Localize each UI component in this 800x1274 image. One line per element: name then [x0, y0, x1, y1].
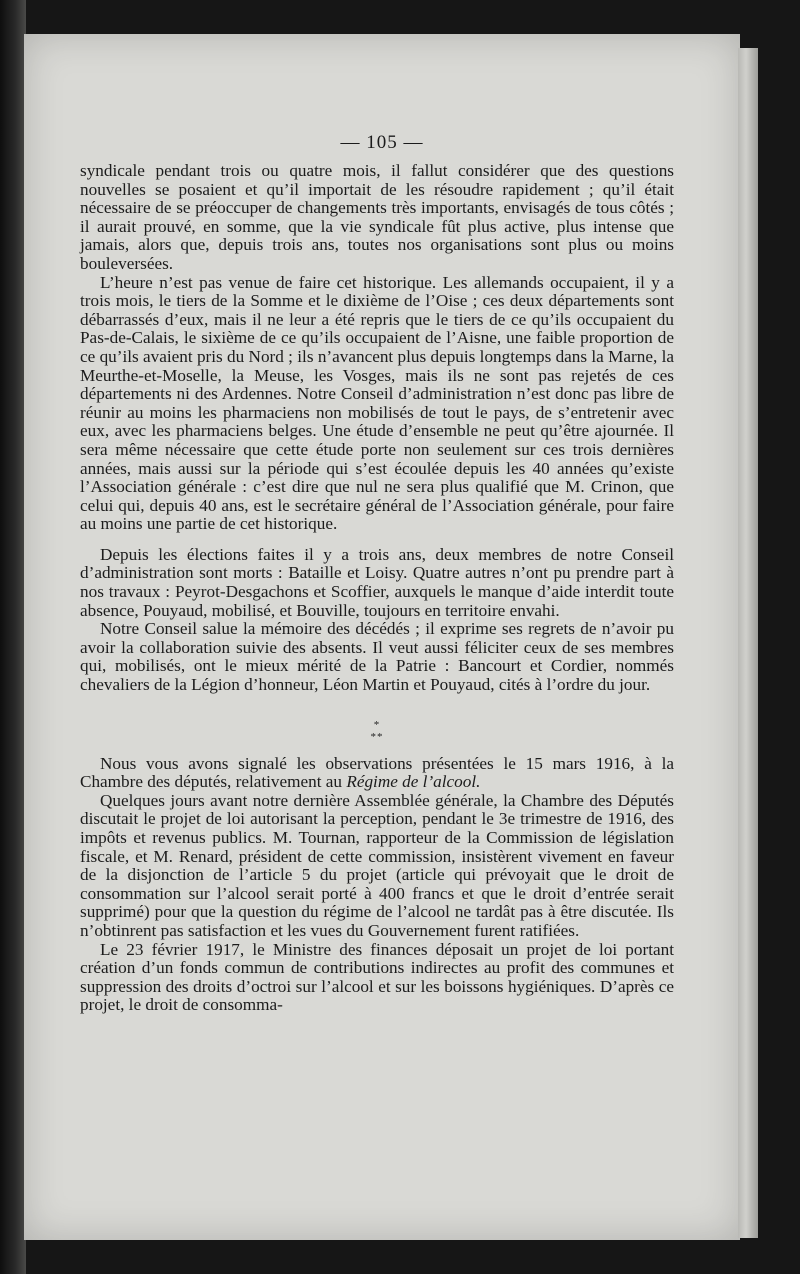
book-binding — [0, 0, 26, 1274]
paragraph-5-text: Nous vous avons signalé les observations présentées le 15 mars 1916, à la Chambre des députés, relativement au — [80, 753, 674, 792]
page-number: — 105 — — [340, 132, 424, 153]
page-sheet — [24, 34, 740, 1240]
paragraph-3: Depuis les élections faites il y a trois ans, deux membres de notre Conseil d’administration sont morts : Bataille et Loisy. Quatre autres n’ont pu prendre part à nos travaux : Peyrot-Desgachons et Scoffier, auxquels le manque d’aide interdit toute absence, Pouyaud, mobilisé, et Bouville, toujours en territoire envahi. — [80, 544, 674, 620]
section-separator-top: * — [373, 718, 381, 731]
paragraph-4: Notre Conseil salue la mémoire des décédés ; il exprime ses regrets de n’avoir pu avoir la collaboration suivie des absents. Il veut aussi féliciter ceux de ses membres qui, mobilisés, ont le mieux mérité de la Patrie : Bancourt et Cordier, nommés chevaliers de la Légion d’honneur, Léon Martin et Pouyaud, cités à l’ordre du jour. — [80, 619, 674, 695]
paragraph-5-italic: Régime de l’alcool. — [346, 772, 481, 792]
page-body — [80, 162, 674, 1015]
paragraph-7: Le 23 février 1917, le Ministre des finances déposait un projet de loi portant création d’un fonds commun de contributions indirectes au profit des communes et suppression des droits d’octroi sur l’alcool et sur les boissons hygiéniques. D’après ce projet, le droit de consomma- — [80, 939, 674, 1015]
paragraph-6: Quelques jours avant notre dernière Assemblée générale, la Chambre des Députés discutait le projet de loi autorisant la perception, pendant le 3e trimestre de 1916, des impôts et revenus publics. M. Tournan, rapporteur de la Commission de législation fiscale, et M. Renard, président de cette commission, insistèrent vivement en faveur de la disjonction de l’article 5 du projet (article qui prévoyait que le droit de consommation sur l’alcool serait porté à 400 francs et que le droit d’entrée serait supprimé) pour que la question du régime de l’alcool ne tardât pas à être discutée. Ils n’obtinrent pas satisfaction et les vues du Gouvernement furent ratifiées. — [80, 790, 674, 940]
paragraph-2: L’heure n’est pas venue de faire cet historique. Les allemands occupaient, il y a trois mois, le tiers de la Somme et le dixième de l’Oise ; ces deux départements sont débarrassés d’eux, mais il ne leur a été repris que le tiers de ce qu’ils occupaient du Pas-de-Calais, le sixième de ce qu’ils occupaient de l’Aisne, une faible proportion de ce qu’ils avaient pris du Nord ; ils n’avancent plus depuis longtemps dans la Marne, la Meurthe-et-Moselle, la Meuse, les Vosges, mais ils ne sont pas rejetés de ces départements ni des Ardennes. Notre Conseil d’administration n’est donc pas libre de réunir au moins les pharmaciens non mobilisés de tout le pays, de s’entretenir avec eux, avec les pharmaciens belges. Une étude d’ensemble ne peut qu’être ajournée. Il sera même nécessaire que cette étude porte non seulement sur ces trois dernières années, mais aussi sur la période qui s’est écoulée depuis les 40 années qu’existe l’Association générale : c’est dire que nul ne sera plus qualifié que M. Crinon, que celui qui, depuis 40 ans, est le secrétaire général de l’Association générale, pour faire au moins une partie de cet historique. — [80, 272, 674, 534]
section-separator-bottom: ** — [370, 730, 384, 743]
paragraph-5 — [80, 755, 674, 792]
spacer — [80, 695, 674, 719]
paragraph-1: syndicale pendant trois ou quatre mois, il fallut considérer que des questions nouvelles se posaient et qu’il importait de les résoudre rapidement ; qu’il était nécessaire de se préoccuper de changements très importants, envisagés de tous côtés ; il aurait prouvé, en somme, que la vie syndicale fût plus active, plus intense que jamais, alors que, depuis trois ans, toutes nos organisations sont plus ou moins bouleversées. — [80, 161, 674, 273]
page-edge — [738, 48, 758, 1238]
